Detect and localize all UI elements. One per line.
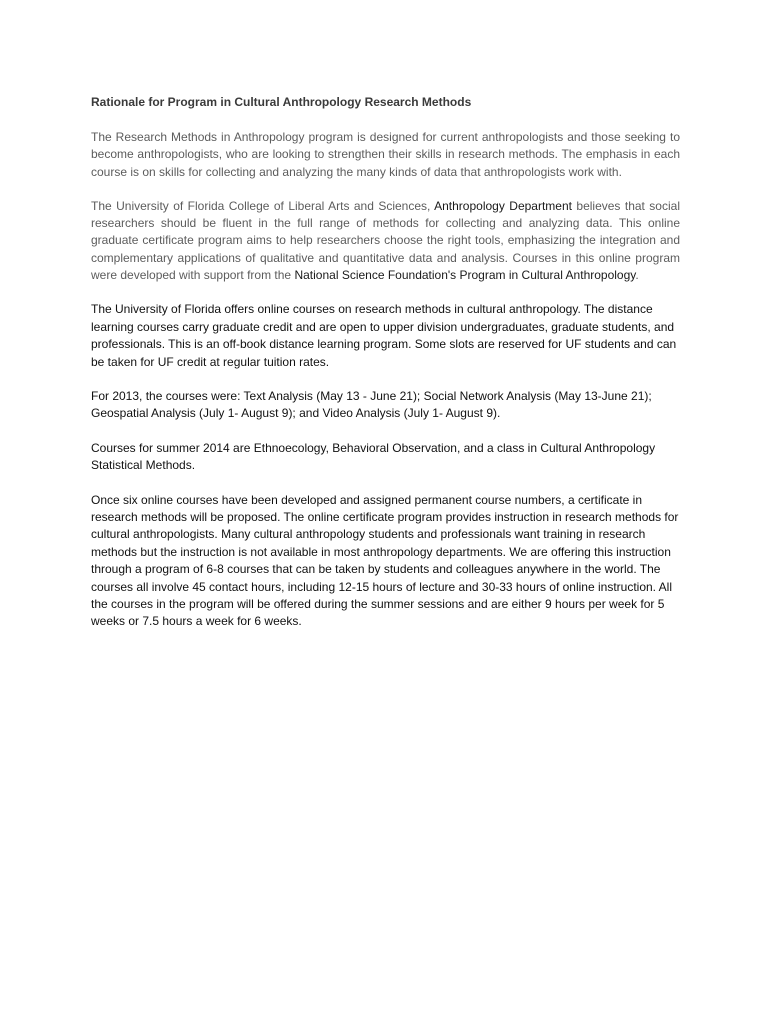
paragraph-2013-courses — [91, 388, 680, 423]
paragraph-online-courses — [91, 301, 680, 371]
paragraph-certificate — [91, 492, 680, 631]
paragraph-certificate-text: Once six online courses have been developed and assigned permanent course numbers, a certificate in research methods will be proposed. The online certificate program provides instruction in research methods for cultural anthropologists. Many cultural anthropology students and professionals want training in research methods but the instruction is not available in most anthropology departments. We are offering this instruction through a program of 6-8 courses that can be taken by students and colleagues anywhere in the world. The courses all involve 45 contact hours, including 12-15 hours of lecture and 30-33 hours of online instruction. All the courses in the program will be offered during the summer sessions and are either 9 hours per week for 5 weeks or 7.5 hours a week for 6 weeks. — [91, 492, 679, 629]
paragraph-2013-courses-text: For 2013, the courses were: Text Analysis (May 13 - June 21); Social Network Analysis (May 13-June 21); Geospatial Analysis (July 1- August 9); and Video Analysis (July 1- August 9). — [91, 389, 652, 421]
document-title: Rationale for Program in Cultural Anthropology Research Methods — [91, 95, 472, 109]
paragraph-2014-courses-text: Courses for summer 2014 are Ethnoecology, Behavioral Observation, and a class in Cultural Anthropology Statistical Methods. — [91, 440, 656, 473]
paragraph-department-text-end: . — [635, 268, 639, 283]
paragraph-program-overview-text: The Research Methods in Anthropology program is designed for current anthropologists and those seeking to become anthropologists, who are looking to strengthen their skills in research methods. The emphasis in each course is on skills for collecting and analyzing the many kinds of data that anthropologists work with. — [91, 130, 680, 179]
paragraph-department-text-middle: believes that social researchers should be fluent in the full range of methods for collecting and analyzing data. This online graduate certificate program aims to help researchers choose the right tools, emphasizing the integration and complementary applications of qualitative and quantitative data and analysis. Courses in this online program were developed with support from the — [91, 198, 680, 283]
paragraph-department-text-start: The University of Florida College of Liberal Arts and Sciences, — [91, 198, 435, 213]
paragraph-online-courses-text: The University of Florida offers online courses on research methods in cultural anthropology. The distance learning courses carry graduate credit and are open to upper division undergraduates, graduate students, and professionals. This is an off-book distance learning program. Some slots are reserved for UF students and can be taken for UF credit at regular tuition rates. — [91, 302, 677, 369]
nsf-program-link[interactable]: National Science Foundation's Program in Cultural Anthropology — [294, 268, 636, 283]
paragraph-2014-courses — [91, 440, 680, 475]
paragraph-program-overview — [91, 129, 680, 181]
paragraph-department — [91, 198, 680, 284]
anthropology-department-link[interactable]: Anthropology Department — [434, 198, 572, 213]
document-page — [91, 94, 680, 648]
